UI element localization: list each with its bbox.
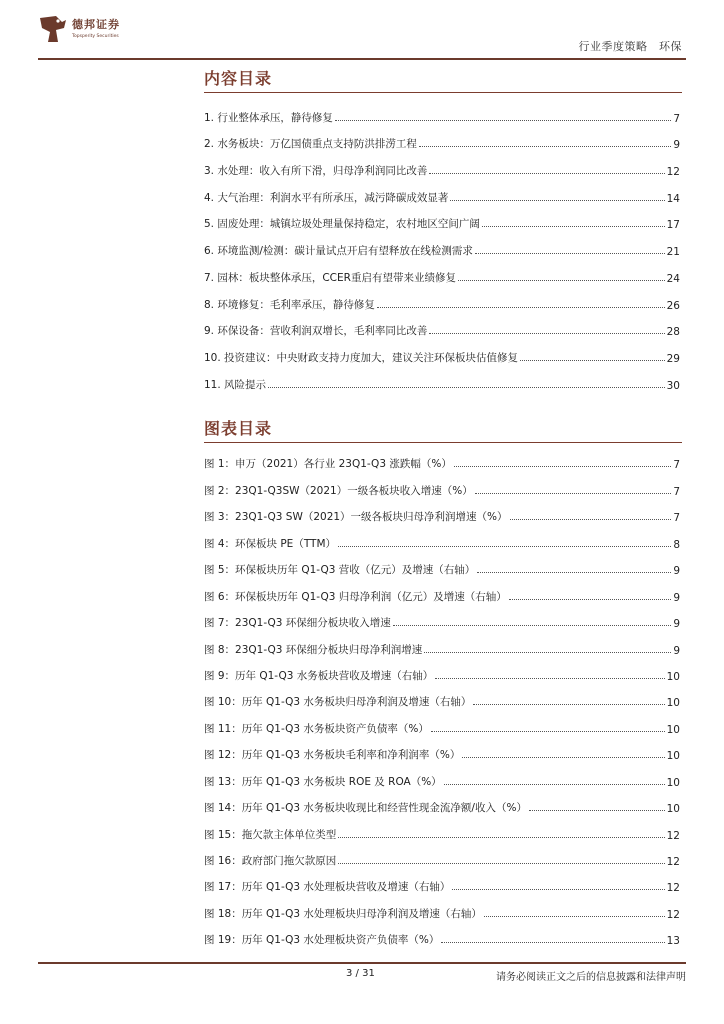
figures-title-underline: [204, 442, 682, 443]
figure-entry[interactable]: [204, 897, 680, 923]
toc-entry-page: 14: [666, 192, 680, 205]
figure-entry-page: 10: [666, 697, 680, 710]
figures-title: 图表目录: [204, 419, 273, 438]
page-number: 3 / 31: [346, 968, 375, 979]
figure-entry-page: 12: [666, 908, 680, 921]
figure-entry[interactable]: [204, 818, 680, 844]
toc-entry[interactable]: [204, 128, 680, 155]
toc-entry[interactable]: [204, 101, 680, 128]
toc-entry-page: 12: [666, 166, 680, 179]
figure-entry-title: 图 9：历年 Q1-Q3 水务板块营收及增速（右轴）: [204, 669, 434, 682]
dot-leader: [268, 387, 665, 388]
dot-leader: [452, 889, 664, 890]
figure-entry-title: 图 12：历年 Q1-Q3 水务板块毛利率和净利润率（%）: [204, 749, 461, 762]
dot-leader: [429, 333, 664, 334]
toc-entry-title: 11. 风险提示: [204, 378, 267, 391]
figure-entry-page: 9: [673, 644, 680, 657]
toc-entry[interactable]: [204, 368, 680, 395]
toc-entry[interactable]: [204, 341, 680, 368]
toc-entry[interactable]: [204, 234, 680, 261]
figure-entry-page: 10: [666, 723, 680, 736]
dot-leader: [482, 226, 665, 227]
figure-entry[interactable]: [204, 871, 680, 897]
figure-entry-title: 图 18：历年 Q1-Q3 水处理板块归母净利润及增速（右轴）: [204, 907, 482, 920]
toc-entry-page: 28: [666, 326, 680, 339]
figure-entry-title: 图 3：23Q1-Q3 SW（2021）一级各板块归母净利润增速（%）: [204, 511, 508, 524]
figure-entry-page: 12: [666, 882, 680, 895]
toc-entry-title: 6. 环境监测/检测：碳计量试点开启有望释放在线检测需求: [204, 245, 473, 258]
figure-entry-page: 13: [666, 935, 680, 948]
toc-list: [204, 101, 680, 395]
toc-entry-page: 29: [666, 352, 680, 365]
figure-entry-title: 图 17：历年 Q1-Q3 水处理板块营收及增速（右轴）: [204, 881, 451, 894]
toc-entry-title: 9. 环保设备：营收利润双增长，毛利率同比改善: [204, 325, 428, 338]
toc-entry-page: 21: [666, 246, 680, 259]
figure-entry[interactable]: [204, 660, 680, 686]
dot-leader: [435, 678, 664, 679]
figure-entry-title: 图 1：申万（2021）各行业 23Q1-Q3 涨跌幅（%）: [204, 458, 452, 471]
figure-entry[interactable]: [204, 686, 680, 712]
toc-entry-title: 2. 水务板块：万亿国债重点支持防洪排涝工程: [204, 138, 417, 151]
figure-entry-title: 图 10：历年 Q1-Q3 水务板块归母净利润及增速（右轴）: [204, 696, 472, 709]
figure-entry[interactable]: [204, 924, 680, 950]
dot-leader: [450, 200, 664, 201]
figure-entry[interactable]: [204, 792, 680, 818]
toc-entry-title: 8. 环境修复：毛利率承压，静待修复: [204, 298, 375, 311]
toc-entry[interactable]: [204, 261, 680, 288]
figure-entry-page: 7: [673, 512, 680, 525]
dot-leader: [338, 546, 671, 547]
toc-entry-page: 24: [666, 272, 680, 285]
figure-entry-title: 图 15：拖欠款主体单位类型: [204, 828, 337, 841]
figure-entry-page: 9: [673, 618, 680, 631]
toc-entry-page: 30: [666, 379, 680, 392]
dot-leader: [431, 731, 665, 732]
figure-entry-page: 7: [673, 485, 680, 498]
figure-entry-page: 12: [666, 856, 680, 868]
dot-leader: [458, 280, 665, 281]
toc-entry-title: 5. 固废处理：城镇垃圾处理量保持稳定，农村地区空间广阔: [204, 218, 480, 231]
figure-entry-page: 9: [673, 565, 680, 578]
dot-leader: [338, 837, 664, 838]
toc-entry[interactable]: [204, 181, 680, 208]
dot-leader: [509, 599, 672, 600]
toc-entry[interactable]: [204, 154, 680, 181]
figure-entry-title: 图 2：23Q1-Q3SW（2021）一级各板块收入增速（%）: [204, 484, 473, 497]
dot-leader: [429, 173, 664, 174]
toc-entry-page: 7: [673, 112, 680, 125]
figure-entry-title: 图 16：政府部门拖欠款原因: [204, 855, 337, 867]
figure-entry-page: 9: [673, 591, 680, 604]
logo-name-en: Topsperity Securities: [72, 34, 119, 39]
figure-entry-title: 图 11：历年 Q1-Q3 水务板块资产负债率（%）: [204, 722, 429, 735]
figure-entry-page: 12: [666, 829, 680, 842]
toc-entry-page: 17: [666, 219, 680, 232]
dot-leader: [377, 307, 665, 308]
figure-entry[interactable]: [204, 474, 680, 500]
figure-entry-page: 10: [666, 670, 680, 683]
dot-leader: [475, 253, 665, 254]
figure-entry-title: 图 5：环保板块历年 Q1-Q3 营收（亿元）及增速（右轴）: [204, 564, 476, 577]
dot-leader: [477, 572, 671, 573]
figure-entry-title: 图 19：历年 Q1-Q3 水处理板块资产负债率（%）: [204, 934, 440, 947]
toc-title-underline: [204, 92, 682, 93]
figure-entry-title: 图 14：历年 Q1-Q3 水务板块收现比和经营性现金流净额/收入（%）: [204, 802, 527, 815]
figure-entry[interactable]: [204, 845, 680, 871]
figure-entry-title: 图 7：23Q1-Q3 环保细分板块收入增速: [204, 617, 391, 630]
figure-entry-title: 图 4：环保板块 PE（TTM）: [204, 537, 337, 550]
dot-leader: [444, 784, 665, 785]
dot-leader: [462, 757, 664, 758]
figure-entry[interactable]: [204, 527, 680, 553]
figure-entry-page: 10: [666, 776, 680, 789]
dot-leader: [520, 360, 665, 361]
figure-entry[interactable]: [204, 765, 680, 791]
toc-entry[interactable]: [204, 288, 680, 315]
figures-list: [204, 448, 680, 950]
dot-leader: [529, 810, 665, 811]
company-logo: [38, 14, 148, 50]
toc-entry-title: 7. 园林：板块整体承压，CCER重启有望带来业绩修复: [204, 271, 456, 284]
figure-entry[interactable]: [204, 554, 680, 580]
dot-leader: [473, 704, 664, 705]
dot-leader: [424, 652, 671, 653]
figure-entry-page: 7: [673, 459, 680, 472]
dot-leader: [475, 493, 672, 494]
toc-entry-page: 9: [673, 139, 680, 152]
footer-divider: [38, 962, 686, 964]
figure-entry[interactable]: [204, 739, 680, 765]
figure-entry-page: 10: [666, 803, 680, 816]
toc-entry-title: 4. 大气治理：利润水平有所承压，减污降碳成效显著: [204, 191, 449, 204]
page-header: [38, 14, 686, 58]
figure-entry[interactable]: [204, 448, 680, 474]
figure-entry[interactable]: [204, 607, 680, 633]
dot-leader: [441, 942, 664, 943]
toc-entry-page: 26: [666, 299, 680, 312]
figure-entry[interactable]: [204, 580, 680, 606]
dot-leader: [454, 466, 671, 467]
toc-title: 内容目录: [204, 69, 273, 88]
figure-entry-title: 图 13：历年 Q1-Q3 水务板块 ROE 及 ROA（%）: [204, 775, 442, 788]
figure-entry[interactable]: [204, 633, 680, 659]
figure-entry-page: 8: [673, 538, 680, 551]
toc-entry[interactable]: [204, 315, 680, 342]
dot-leader: [335, 120, 671, 121]
figure-entry-title: 图 8：23Q1-Q3 环保细分板块归母净利润增速: [204, 643, 423, 656]
toc-entry-title: 3. 水处理：收入有所下滑，归母净利润同比改善: [204, 165, 428, 178]
toc-entry-title: 1. 行业整体承压，静待修复: [204, 111, 333, 124]
figure-entry-title: 图 6：环保板块历年 Q1-Q3 归母净利润（亿元）及增速（右轴）: [204, 590, 507, 603]
logo-mark-icon: [38, 14, 68, 44]
disclaimer-note: 请务必阅读正文之后的信息披露和法律声明: [496, 972, 686, 983]
figure-entry[interactable]: [204, 501, 680, 527]
report-category: 行业季度策略 环保: [578, 40, 682, 53]
figure-entry-page: 10: [666, 750, 680, 763]
figure-entry[interactable]: [204, 712, 680, 738]
dot-leader: [338, 863, 664, 864]
dot-leader: [393, 625, 672, 626]
toc-entry[interactable]: [204, 208, 680, 235]
toc-entry-title: 10. 投资建议：中央财政支持力度加大，建议关注环保板块估值修复: [204, 351, 519, 364]
dot-leader: [510, 519, 672, 520]
header-divider: [38, 58, 686, 60]
dot-leader: [484, 916, 665, 917]
logo-name-cn: 德邦证券: [72, 18, 120, 31]
dot-leader: [419, 146, 671, 147]
